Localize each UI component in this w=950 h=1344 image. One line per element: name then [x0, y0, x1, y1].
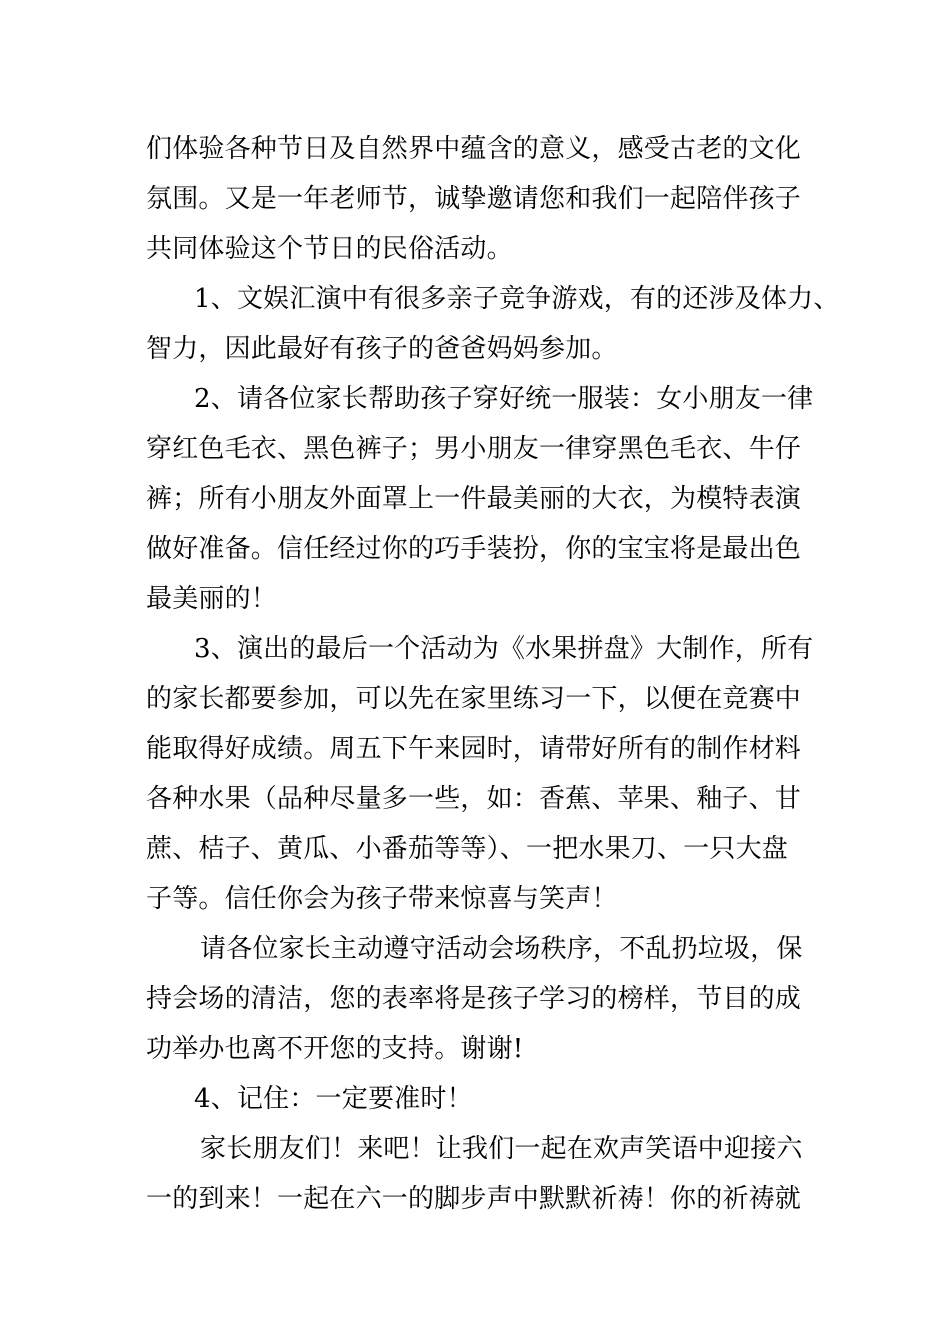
- text-line: 功举办也离不开您的支持。谢谢!: [146, 1034, 524, 1064]
- paragraph-closing-start: 家长朋友们！来吧！让我们一起在欢声笑语中迎接六: [200, 1134, 803, 1164]
- text-line: 裤；所有小朋友外面罩上一件最美丽的大衣，为模特表演: [146, 484, 802, 514]
- text-line: 们体验各种节日及自然界中蕴含的意义，感受古老的文化: [146, 134, 802, 164]
- text-line: 氛围。又是一年老师节，诚挚邀请您和我们一起陪伴孩子: [146, 184, 802, 214]
- text-line: 蔗、桔子、黄瓜、小番茄等等）、一把水果刀、一只大盘: [146, 834, 789, 864]
- paragraph-item-4: 4、记住：一定要准时！: [194, 1084, 473, 1114]
- paragraph-notice-start: 请各位家长主动遵守活动会场秩序，不乱扔垃圾，保: [200, 934, 803, 964]
- text-line: 智力，因此最好有孩子的爸爸妈妈参加。: [146, 334, 618, 364]
- paragraph-item-1-start: 1、文娱汇演中有很多亲子竞争游戏，有的还涉及体力、: [194, 284, 840, 314]
- text-line: 能取得好成绩。周五下午来园时，请带好所有的制作材料: [146, 734, 802, 764]
- paragraph-item-3-start: 3、演出的最后一个活动为《水果拼盘》大制作，所有: [194, 634, 814, 664]
- text-line: 做好准备。信任经过你的巧手装扮，你的宝宝将是最出色: [146, 534, 802, 564]
- text-line: 子等。信任你会为孩子带来惊喜与笑声！: [146, 884, 618, 914]
- text-line: 持会场的清洁，您的表率将是孩子学习的榜样，节目的成: [146, 984, 802, 1014]
- text-line: 穿红色毛衣、黑色裤子；男小朋友一律穿黑色毛衣、牛仔: [146, 434, 802, 464]
- text-line: 的家长都要参加，可以先在家里练习一下，以便在竞赛中: [146, 684, 802, 714]
- text-line: 共同体验这个节日的民俗活动。: [146, 234, 513, 264]
- paragraph-item-2-start: 2、请各位家长帮助孩子穿好统一服装：女小朋友一律: [194, 384, 814, 414]
- text-line: 一的到来！一起在六一的脚步声中默默祈祷！你的祈祷就: [146, 1184, 802, 1214]
- text-line: 各种水果（品种尽量多一些，如：香蕉、苹果、釉子、甘: [146, 784, 802, 814]
- text-line: 最美丽的！: [146, 584, 278, 614]
